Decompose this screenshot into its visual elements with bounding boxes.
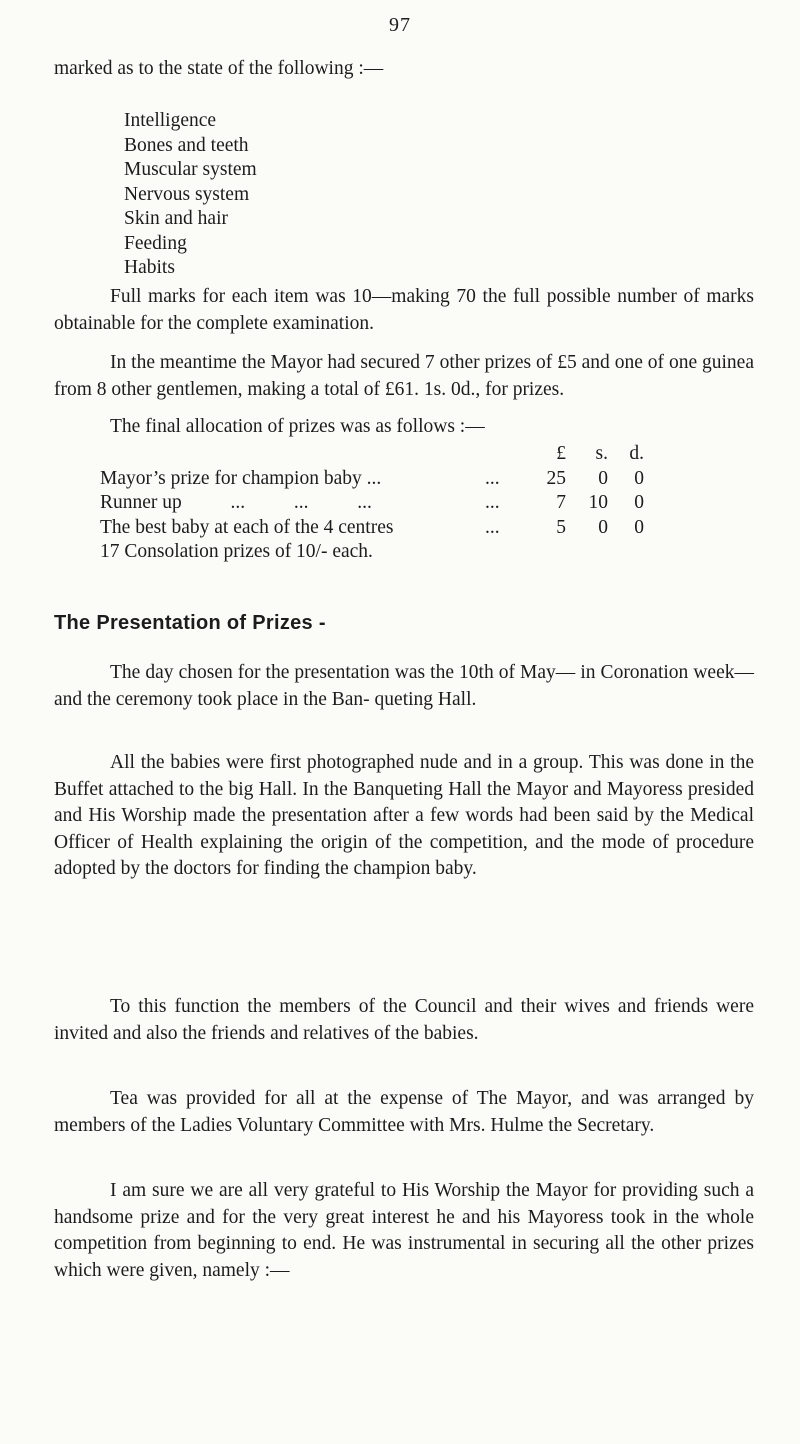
assessment-items-list [124,109,257,281]
prize-description: The best baby at each of the 4 centres [100,516,394,538]
full-marks-paragraph: Full marks for each item was 10—making 70 the full possible number of marks obtainable for the complete examination. [54,286,754,334]
prize-leader-dots: ... [485,492,500,513]
prize-row [100,540,660,565]
prize-row [100,516,660,541]
prize-row [100,467,660,492]
grateful-paragraph: I am sure we are all very grateful to His Worship the Mayor for providing such a handsome prize and for the very great interest he and his Mayoress took in the whole competition from beginning to end. He was instrumental in securing all the other prizes which were given, namely :— [54,1180,754,1281]
prize-pounds: 5 [556,516,566,538]
pence-header: d. [629,443,644,464]
prize-pounds: 25 [546,467,566,489]
assessment-item: Skin and hair [124,208,228,229]
prize-leader-dots: ... [485,467,500,489]
prize-table-header [100,442,660,467]
assessment-item: Feeding [124,232,187,254]
prize-shillings: 10 [588,492,608,513]
assessment-item: Nervous system [124,183,250,205]
prize-table [100,442,660,565]
shillings-header: s. [595,443,608,464]
assessment-item: Intelligence [124,110,217,131]
prize-pounds: 7 [556,492,566,513]
intro-line: marked as to the state of the following :— [54,58,384,79]
allocation-intro: The final allocation of prizes was as follows :— [110,416,485,437]
other-prizes-paragraph: In the meantime the Mayor had secured 7 other prizes of £5 and one of one guinea from 8 other gentlemen, making a total of £61. 1s. 0d., for prizes. [54,352,754,400]
page-number: 97 [389,14,411,36]
prize-leader-dots: ... [485,516,500,538]
prize-pence: 0 [634,467,644,489]
assessment-item: Habits [124,257,175,278]
day-chosen-paragraph: The day chosen for the presentation was the 10th of May— in Coronation week—and the ceremony took place in the Ban- queting Hall. [54,662,754,710]
prize-description: Mayor’s prize for champion baby ... [100,467,382,489]
prize-description: Runner up ... ... ... [100,492,372,513]
prize-row [100,491,660,516]
section-heading: The Presentation of Prizes - [54,612,326,634]
tea-paragraph: Tea was provided for all at the expense of The Mayor, and was arranged by members of the Ladies Voluntary Committee with Mrs. Hulme the Secretary. [54,1088,754,1136]
prize-shillings: 0 [598,516,608,538]
invited-paragraph: To this function the members of the Council and their wives and friends were invited and also the friends and relatives of the babies. [54,996,754,1044]
prize-pence: 0 [634,492,644,513]
assessment-item: Bones and teeth [124,134,249,156]
prize-shillings: 0 [598,467,608,489]
pounds-header: £ [556,443,566,464]
prize-description: 17 Consolation prizes of 10/- each. [100,541,373,562]
photographed-paragraph: All the babies were first photographed nude and in a group. This was done in the Buffet attached to the big Hall. In the Banqueting Hall the Mayor and Mayoress presided and His Worship made the presentation after a few words had been said by the Medical Officer of Health explaining the origin of the competition, and the mode of procedure adopted by the doctors for finding the champion baby. [54,752,754,879]
prize-pence: 0 [634,516,644,538]
assessment-item: Muscular system [124,159,257,180]
